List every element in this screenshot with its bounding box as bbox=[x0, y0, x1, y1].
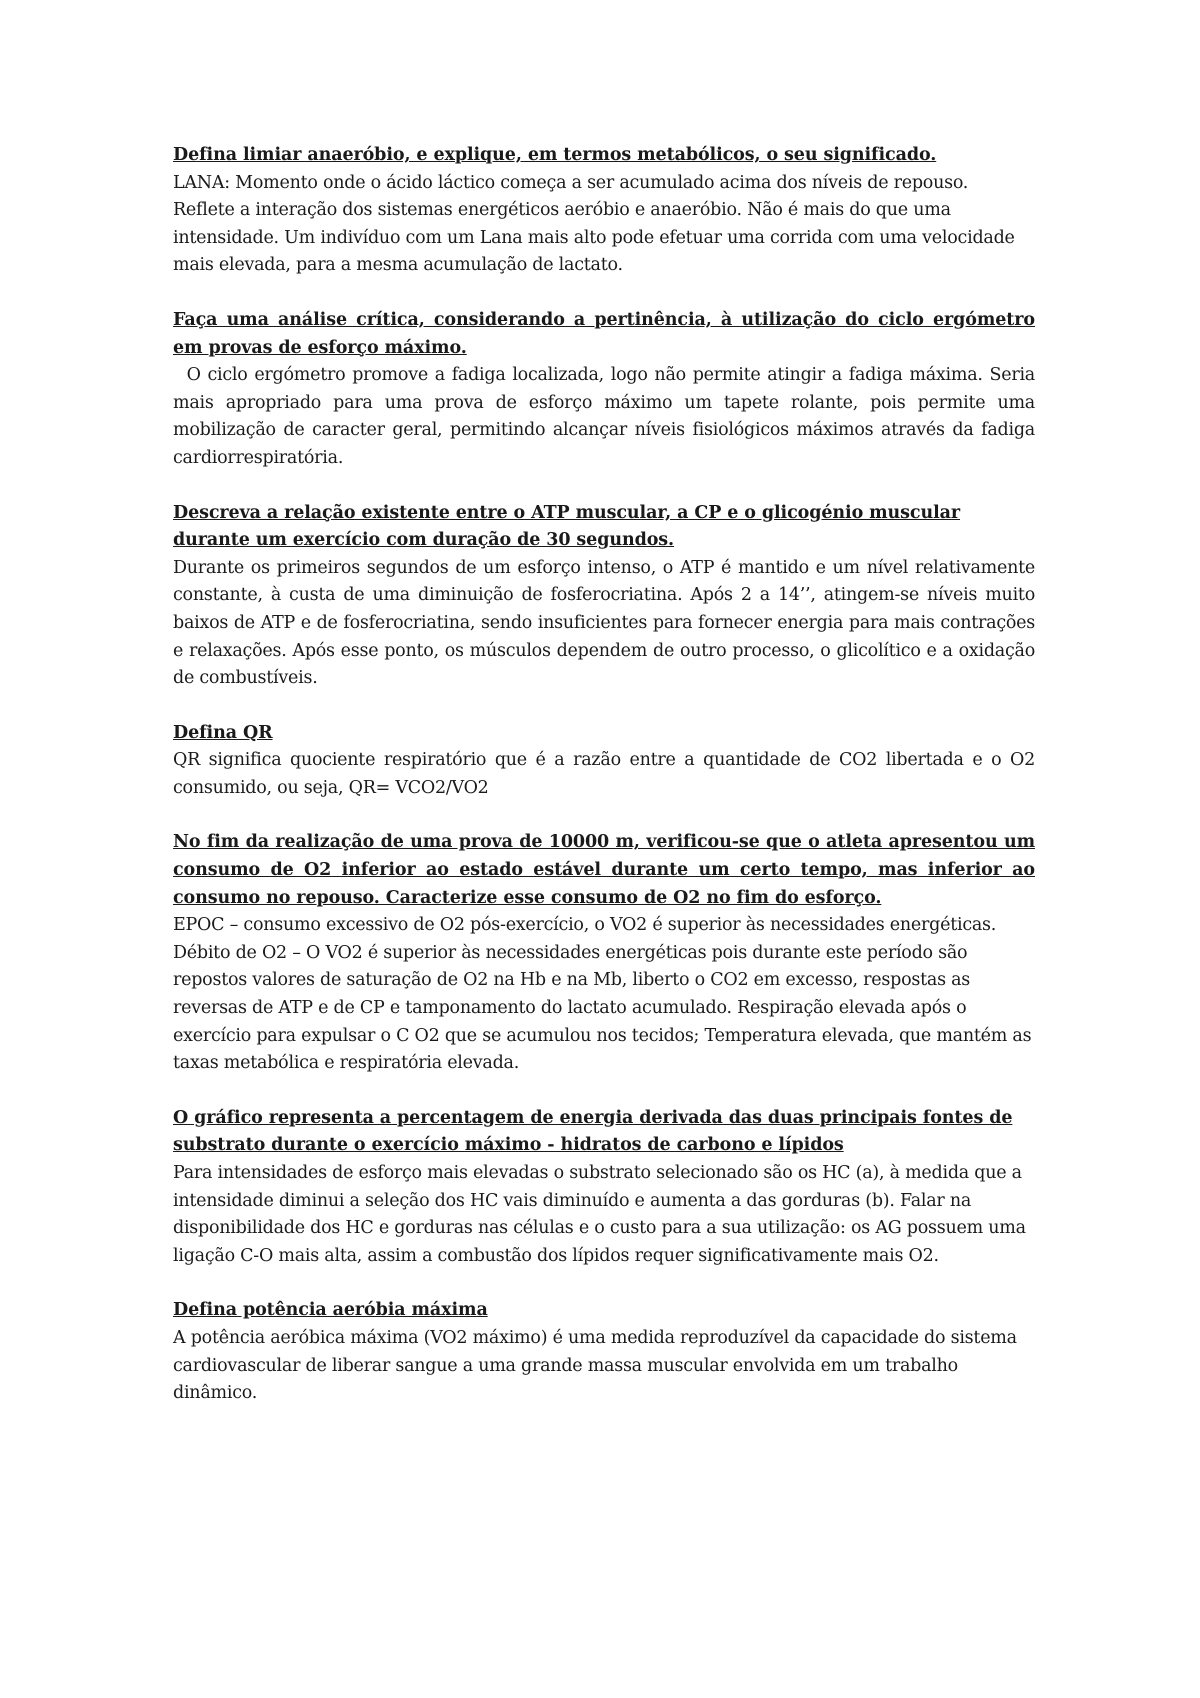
question-heading: O gráfico representa a percentagem de energia derivada das duas principais fontes de substrato durante o exercício máximo - hidratos de carbono e lípidos bbox=[173, 1107, 1013, 1156]
answer-text: A potência aeróbica máxima (VO2 máximo) é uma medida reproduzível da capacidade do sistema cardiovascular de liberar sangue a uma grande massa muscular envolvida em um trabalho dinâmico. bbox=[173, 1327, 1017, 1404]
answer-text: Durante os primeiros segundos de um esforço intenso, o ATP é mantido e um nível relativamente constante, à custa de uma diminuição de fosferocriatina. Após 2 a 14’’, atingem-se níveis muito baixos de ATP e de fosferocriatina, sendo insuficientes para fornecer energia para mais contrações e relaxações. Após esse ponto, os músculos dependem de outro processo, o glicolítico e a oxidação de combustíveis. bbox=[173, 557, 1035, 689]
question-heading: Defina QR bbox=[173, 722, 273, 743]
answer-text: Para intensidades de esforço mais elevadas o substrato selecionado são os HC (a), à medida que a intensidade diminui a seleção dos HC vais diminuído e aumenta a das gorduras (b). Falar na disponibilidade dos HC e gorduras nas células e o custo para a sua utilização: os AG possuem uma ligação C-O mais alta, assim a combustão dos lípidos requer significativamente mais O2. bbox=[173, 1163, 1026, 1266]
answer-text: QR significa quociente respiratório que é a razão entre a quantidade de CO2 libertada e o O2 consumido, ou seja, QR= VCO2/VO2 bbox=[173, 750, 1035, 798]
question-heading: Defina limiar anaeróbio, e explique, em termos metabólicos, o seu significado. bbox=[173, 145, 937, 165]
qa-section-limiar-anaerobio bbox=[173, 142, 1035, 280]
qa-section-ciclo-ergometro bbox=[173, 307, 1041, 473]
qa-section-atp-cp-glicogenio bbox=[173, 500, 1035, 693]
question-heading: No fim da realização de uma prova de 10000 m, verificou-se que o atleta apresentou um consumo de O2 inferior ao estado estável durante um certo tempo, mas inferior ao consumo no repouso. Caracterize esse consumo de O2 no fim do esforço. bbox=[173, 832, 1035, 908]
question-heading: Defina potência aeróbia máxima bbox=[173, 1300, 488, 1321]
answer-text: LANA: Momento onde o ácido láctico começa a ser acumulado acima dos níveis de repouso. Reflete a interação dos sistemas energéticos aeróbio e anaeróbio. Não é mais do que uma intensidade. Um indivíduo com um Lana mais alto pode efetuar uma corrida com uma velocidade mais elevada, para a mesma acumulação de lactato. bbox=[173, 172, 1015, 276]
qa-section-qr bbox=[173, 720, 1035, 803]
question-heading: Faça uma análise crítica, considerando a pertinência, à utilização do ciclo ergómetro em provas de esforço máximo. bbox=[173, 309, 1035, 358]
qa-section-potencia-aerobia bbox=[173, 1297, 1035, 1407]
qa-section-consumo-o2 bbox=[173, 829, 1035, 1077]
document-page bbox=[173, 142, 1041, 1435]
qa-section-grafico-substrato bbox=[173, 1105, 1035, 1271]
answer-text: O ciclo ergómetro promove a fadiga localizada, logo não permite atingir a fadiga máxima. Seria mais apropriado para uma prova de esforço máximo um tapete rolante, pois permite uma mobilização de caracter geral, permitindo alcançar níveis fisiológicos máximos através da fadiga cardiorrespiratória. bbox=[173, 365, 1041, 468]
answer-text: EPOC – consumo excessivo de O2 pós-exercício, o VO2 é superior às necessidades energéticas. Débito de O2 – O VO2 é superior às necessidades energéticas pois durante este período são repostos valores de saturação de O2 na Hb e na Mb, liberto o CO2 em excesso, respostas as reversas de ATP e de CP e tamponamento do lactato acumulado. Respiração elevada após o exercício para expulsar o C O2 que se acumulou nos tecidos; Temperatura elevada, que mantém as taxas metabólica e respiratória elevada. bbox=[173, 915, 1032, 1074]
question-heading: Descreva a relação existente entre o ATP muscular, a CP e o glicogénio muscular durante um exercício com duração de 30 segundos. bbox=[173, 502, 961, 551]
